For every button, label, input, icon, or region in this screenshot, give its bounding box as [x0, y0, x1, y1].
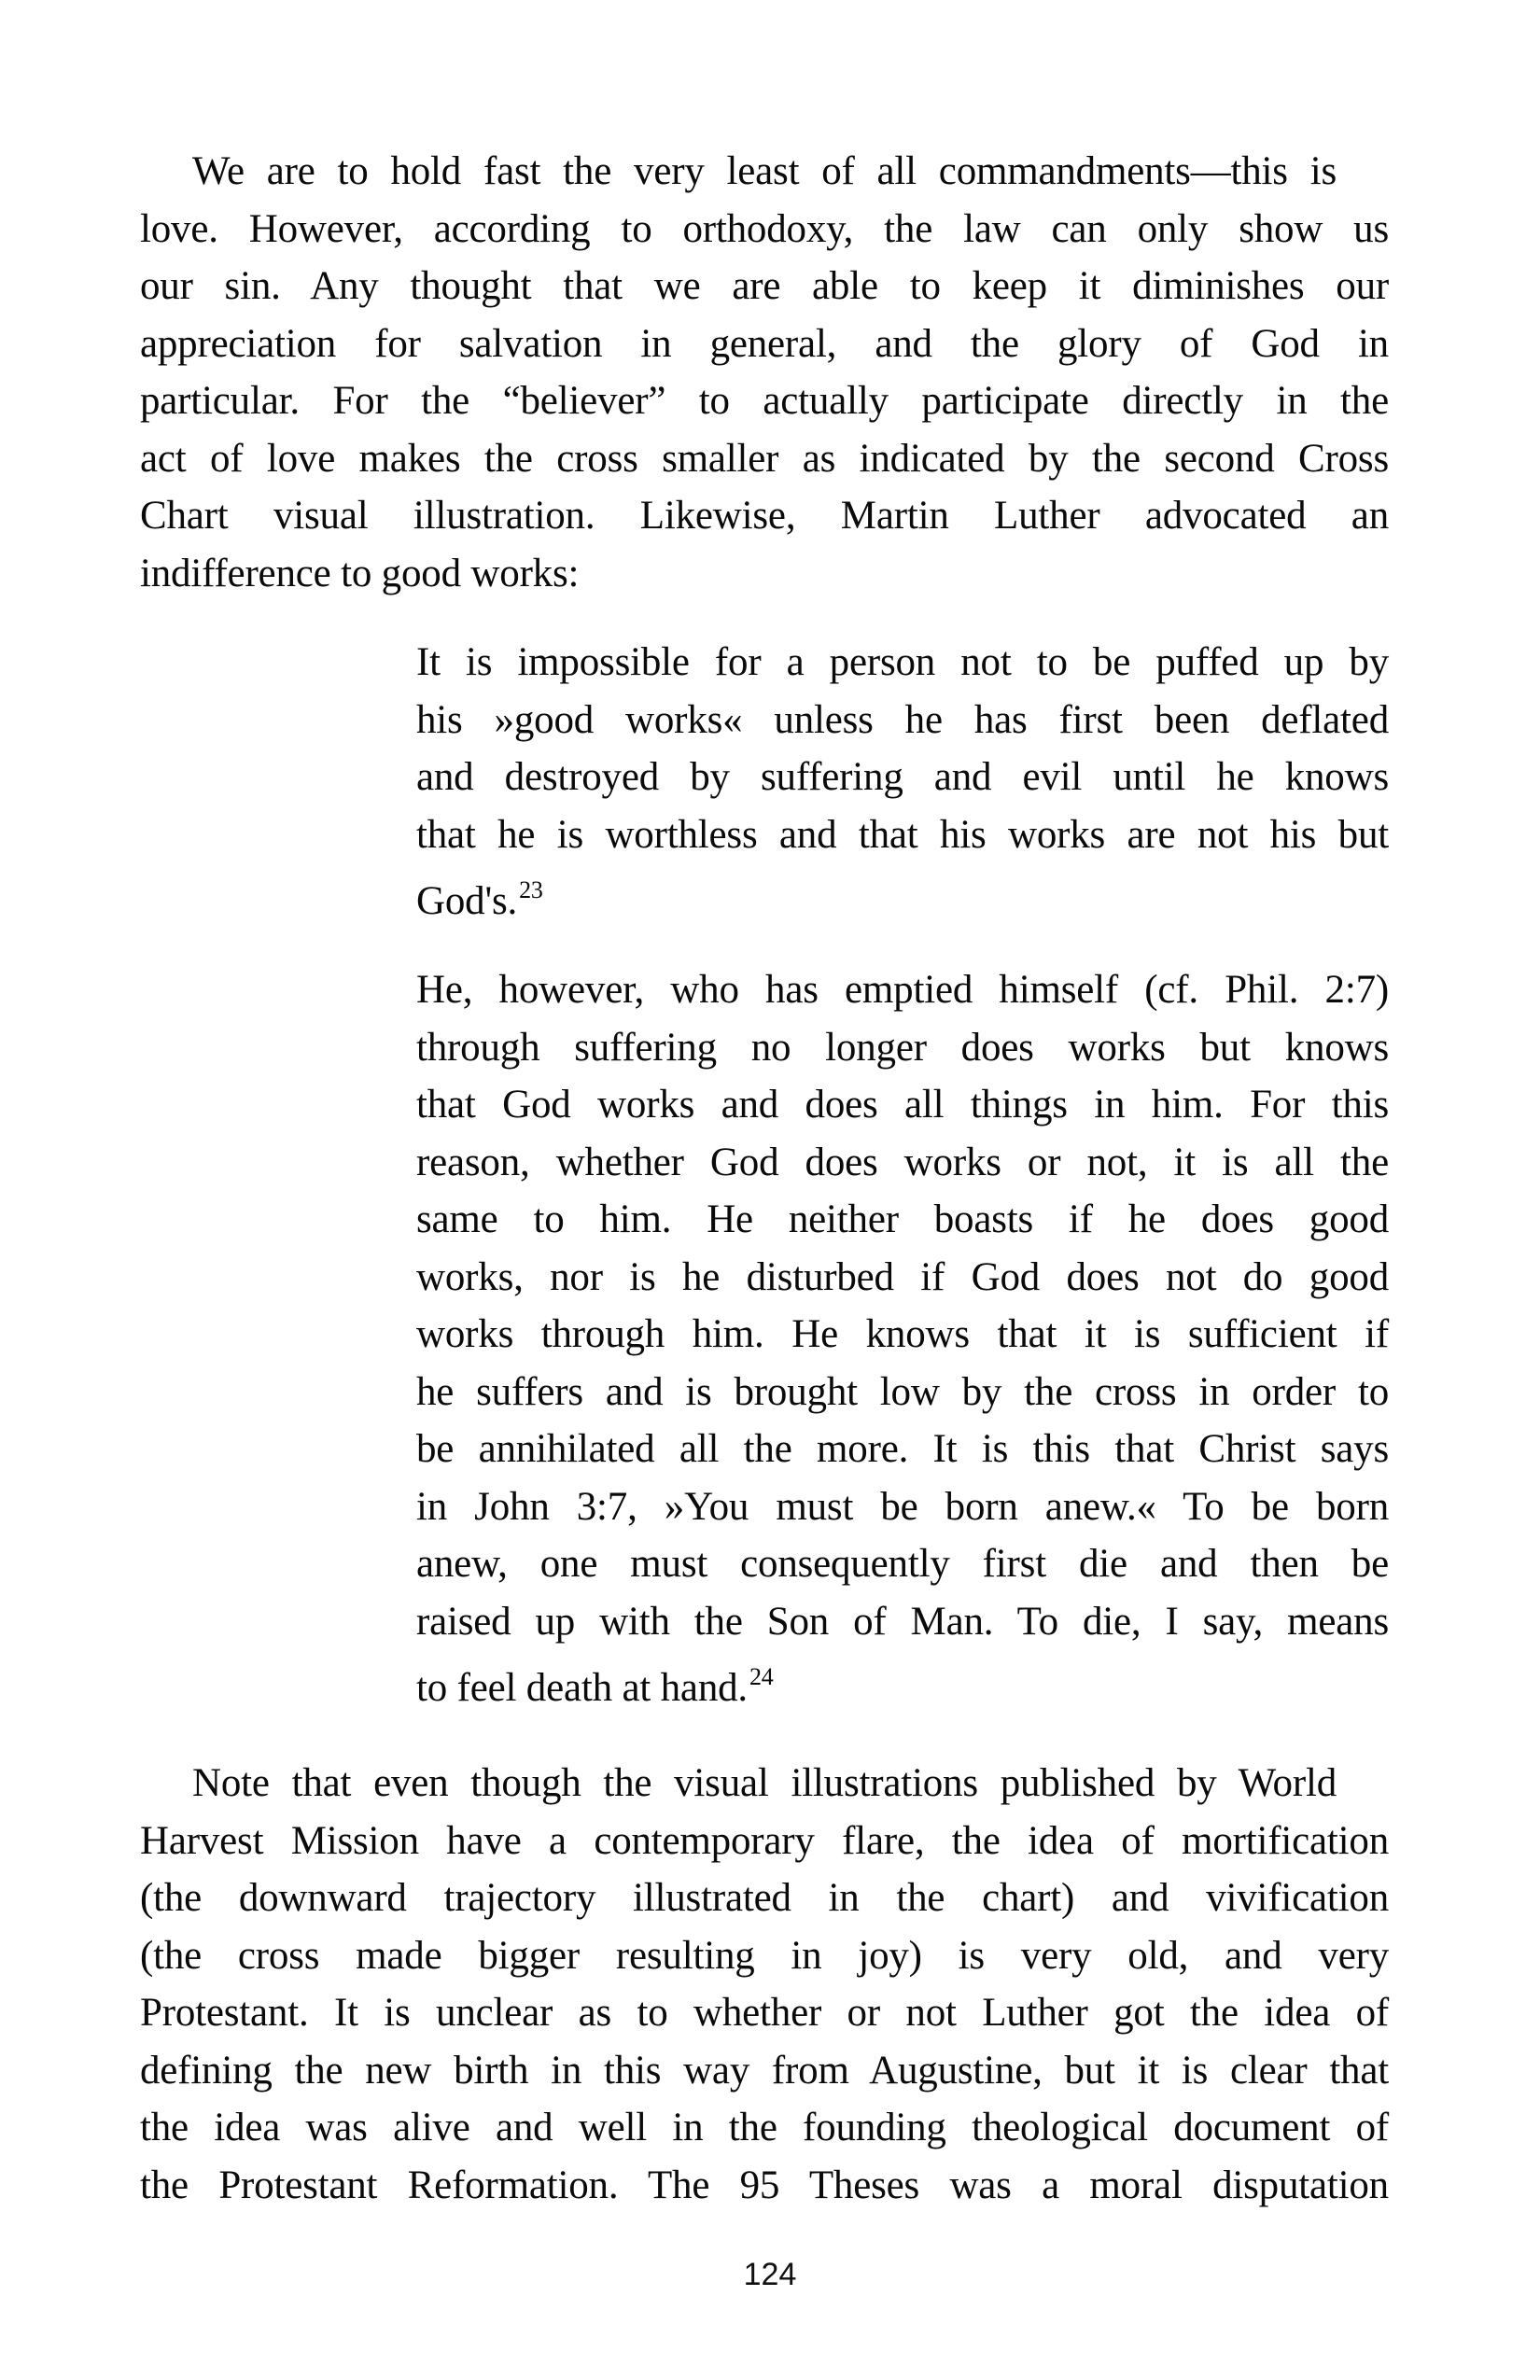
block-quote-2 — [416, 961, 1389, 1717]
quote-line-with-footnote — [416, 1659, 1389, 1717]
quote-line-with-footnote — [416, 873, 1389, 931]
quote-line: his »good works« unless he has first been deflated — [416, 697, 1389, 742]
text-line: Protestant. It is unclear as to whether or not Luther got the idea of — [140, 1991, 1389, 2035]
quote-line: He, however, who has emptied himself (cf. Phil. 2:7) — [416, 968, 1389, 1012]
text-line: appreciation for salvation in general, and the glory of God in — [140, 321, 1389, 366]
quote-line: It is impossible for a person not to be puffed up by — [416, 640, 1389, 684]
text-line: Note that even though the visual illustrations published by World — [192, 1761, 1337, 1805]
page-number: 124 — [743, 2257, 797, 2292]
text-line: particular. For the “believer” to actually participate directly in the — [140, 379, 1389, 423]
text-line: We are to hold fast the very least of all commandments—this is — [192, 149, 1337, 193]
quote-line: through suffering no longer does works but knows — [416, 1025, 1389, 1070]
text-line: act of love makes the cross smaller as indicated by the second Cross — [140, 436, 1389, 481]
quote-line: that God works and does all things in him. For this — [416, 1083, 1389, 1127]
text-line: (the cross made bigger resulting in joy) is very old, and very — [140, 1933, 1389, 1978]
text-line: love. However, according to orthodoxy, the law can only show us — [140, 206, 1389, 251]
quote-line: that he is worthless and that his works are not his but — [416, 812, 1389, 857]
footnote-marker-24[interactable]: 24 — [749, 1663, 774, 1690]
quote-line: be annihilated all the more. It is this that Christ says — [416, 1427, 1389, 1471]
quote-line: in John 3:7, »You must be born anew.« To be born — [416, 1484, 1389, 1529]
quote-line: and destroyed by suffering and evil until he knows — [416, 755, 1389, 799]
footnote-marker-23[interactable]: 23 — [519, 876, 543, 903]
body-paragraph-1 — [140, 143, 1389, 602]
quote-line: works through him. He knows that it is sufficient if — [416, 1312, 1389, 1356]
text-line: the idea was alive and well in the founding theological document of — [140, 2106, 1389, 2149]
body-paragraph-2 — [140, 1755, 1389, 2214]
quote-line: he suffers and is brought low by the cross in order to — [416, 1369, 1389, 1414]
text-line: Chart visual illustration. Likewise, Martin Luther advocated an — [140, 494, 1389, 538]
quote-line: anew, one must consequently first die and then be — [416, 1542, 1389, 1586]
quote-line: works, nor is he disturbed if God does not do good — [416, 1254, 1389, 1299]
quote-line: same to him. He neither boasts if he does good — [416, 1197, 1389, 1241]
text-line: indifference to good works: — [140, 551, 580, 595]
quote-line: raised up with the Son of Man. To die, I say, means — [416, 1599, 1389, 1644]
quote-line: reason, whether God does works or not, it is all the — [416, 1140, 1389, 1184]
block-quote-1 — [416, 634, 1389, 931]
quote-text: God's. — [416, 879, 518, 923]
text-line: our sin. Any thought that we are able to keep it diminishes our — [140, 264, 1389, 308]
text-line: the Protestant Reformation. The 95 Theses was a moral disputation — [140, 2163, 1389, 2207]
text-line: Harvest Mission have a contemporary flare, the idea of mortification — [140, 1818, 1389, 1863]
text-line: (the downward trajectory illustrated in the chart) and vivification — [140, 1876, 1389, 1920]
quote-text: to feel death at hand. — [416, 1666, 748, 1710]
text-line: defining the new birth in this way from Augustine, but it is clear that — [140, 2048, 1389, 2093]
